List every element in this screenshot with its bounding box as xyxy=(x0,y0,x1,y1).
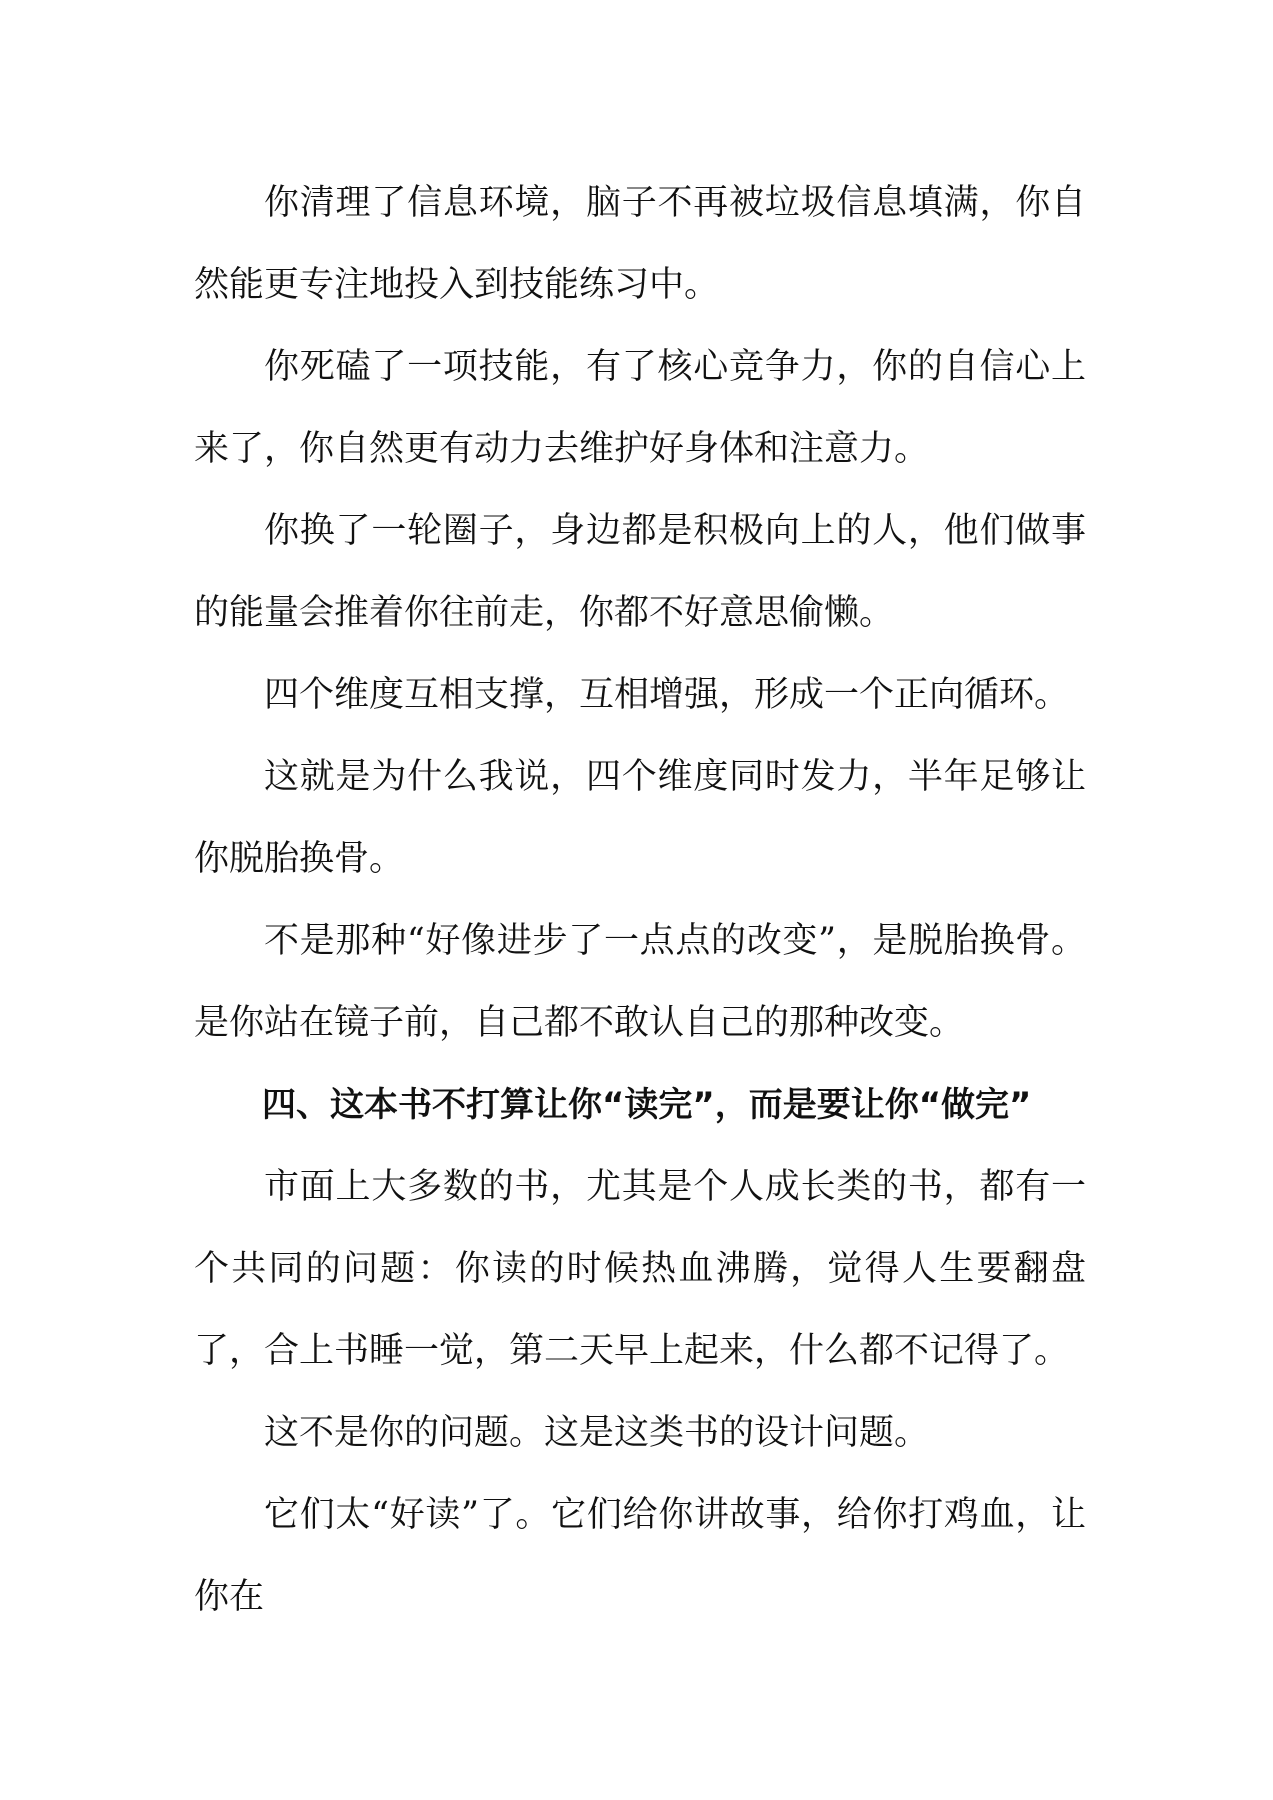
body-text xyxy=(194,162,1086,1638)
paragraph-too-readable: 它们太“好读”了。它们给你讲故事，给你打鸡血，让你在 xyxy=(194,1495,1086,1617)
paragraph-six-months: 这就是为什么我说，四个维度同时发力，半年足够让你脱胎换骨。 xyxy=(194,757,1086,879)
paragraph-info-environment: 你清理了信息环境，脑子不再被垃圾信息填满，你自然能更专注地投入到技能练习中。 xyxy=(194,183,1086,305)
paragraph-social-circle: 你换了一轮圈子，身边都是积极向上的人，他们做事的能量会推着你往前走，你都不好意思偷懒。 xyxy=(194,511,1086,633)
paragraph-skill-focus: 你死磕了一项技能，有了核心竞争力，你的自信心上来了，你自然更有动力去维护好身体和注意力。 xyxy=(194,347,1086,469)
section-heading: 四、这本书不打算让你“读完”，而是要让你“做完” xyxy=(262,1085,1032,1125)
paragraph-common-problem: 市面上大多数的书，尤其是个人成长类的书，都有一个共同的问题：你读的时候热血沸腾，觉得人生要翻盘了，合上书睡一觉，第二天早上起来，什么都不记得了。 xyxy=(194,1167,1086,1371)
paragraph-transformation: 不是那种“好像进步了一点点的改变”，是脱胎换骨。是你站在镜子前，自己都不敢认自己的那种改变。 xyxy=(194,921,1086,1043)
paragraph-design-problem: 这不是你的问题。这是这类书的设计问题。 xyxy=(264,1413,930,1453)
paragraph-positive-cycle: 四个维度互相支撑，互相增强，形成一个正向循环。 xyxy=(264,675,1070,715)
